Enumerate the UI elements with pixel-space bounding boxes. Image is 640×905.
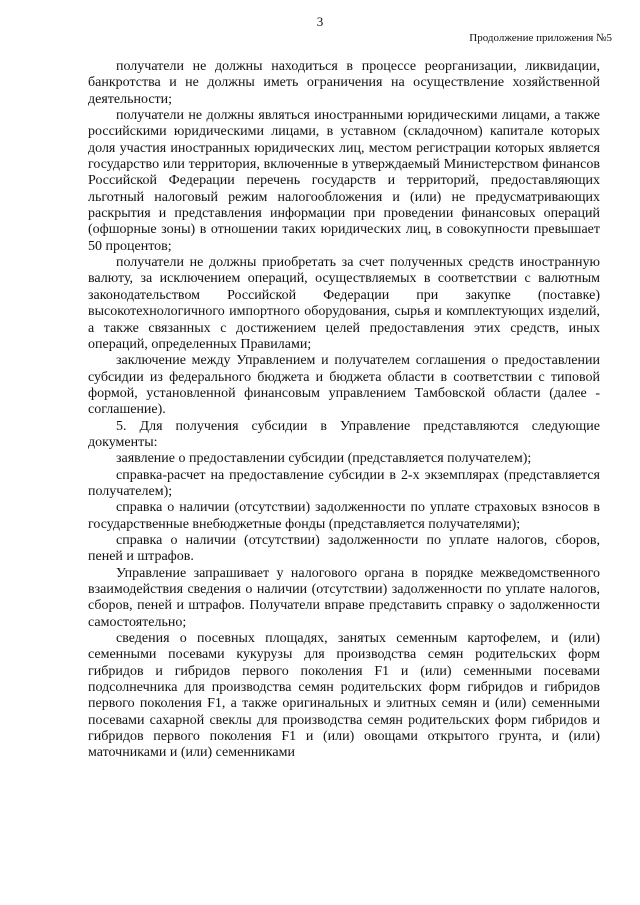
- paragraph: сведения о посевных площадях, занятых семенным картофелем, и (или) семенными посевами кукурузы для производства семян родительских форм гибридов и гибридов первого поколения F1 и (или) семенными посевами подсолнечника для производства семян родительских форм гибридов и гибридов первого поколения F1, а также оригинальных и элитных семян и (или) семенными посевами сахарной свеклы для производства семян родительских форм гибридов и гибридов первого поколения F1 и (или) овощами открытого грунта, и (или) маточниками и (или) семенниками: [88, 631, 600, 761]
- page-number: 3: [316, 14, 324, 29]
- paragraph: справка о наличии (отсутствии) задолженности по уплате страховых взносов в государственные внебюджетные фонды (представляется получателями);: [88, 500, 600, 532]
- paragraph: справка о наличии (отсутствии) задолженности по уплате налогов, сборов, пеней и штрафов.: [88, 532, 600, 565]
- paragraph: получатели не должны приобретать за счет полученных средств иностранную валюту, за исключением операций, осуществляемых в соответствии с валютным законодательством Российской Федерации при закупке (поставке) высокотехнологичного импортного оборудования, сырья и комплектующих изделий, а также связанных с достижением целей предоставления этих средств, иных операций, определенных Правилами;: [88, 255, 600, 352]
- paragraph: получатели не должны находиться в процессе реорганизации, ликвидации, банкротства и не должны иметь ограничения на осуществление хозяйственной деятельности;: [88, 59, 600, 107]
- appendix-header-note: Продолжение приложения №5: [469, 32, 612, 44]
- paragraph: заключение между Управлением и получателем соглашения о предоставлении субсидии из федерального бюджета и бюджета области в соответствии с типовой формой, установленной финансовым управлением Тамбовской области (далее - соглашение).: [88, 353, 600, 418]
- paragraph: 5. Для получения субсидии в Управление представляются следующие документы:: [88, 418, 600, 450]
- paragraph: заявление о предоставлении субсидии (представляется получателем);: [116, 451, 532, 467]
- paragraph: Управление запрашивает у налогового органа в порядке межведомственного взаимодействия сведения о наличии (отсутствии) задолженности по уплате налогов, сборов, пеней и штрафов. Получатели вправе представить справку о задолженности самостоятельно;: [88, 565, 600, 630]
- document-body: [88, 59, 600, 762]
- paragraph: получатели не должны являться иностранными юридическими лицами, а также российскими юридическими лицами, в уставном (складочном) капитале которых доля участия иностранных юридических лиц, местом регистрации которых является государство или территория, включенные в утверждаемый Министерством финансов Российской Федерации перечень государств и территорий, предоставляющих льготный налоговый режим налогообложения и (или) не предусматривающих раскрытия и представления информации при проведении финансовых операций (офшорные зоны) в отношении таких юридических лиц, в совокупности превышает 50 процентов;: [88, 108, 600, 254]
- paragraph: справка-расчет на предоставление субсидии в 2-х экземплярах (представляется получателем);: [88, 467, 600, 499]
